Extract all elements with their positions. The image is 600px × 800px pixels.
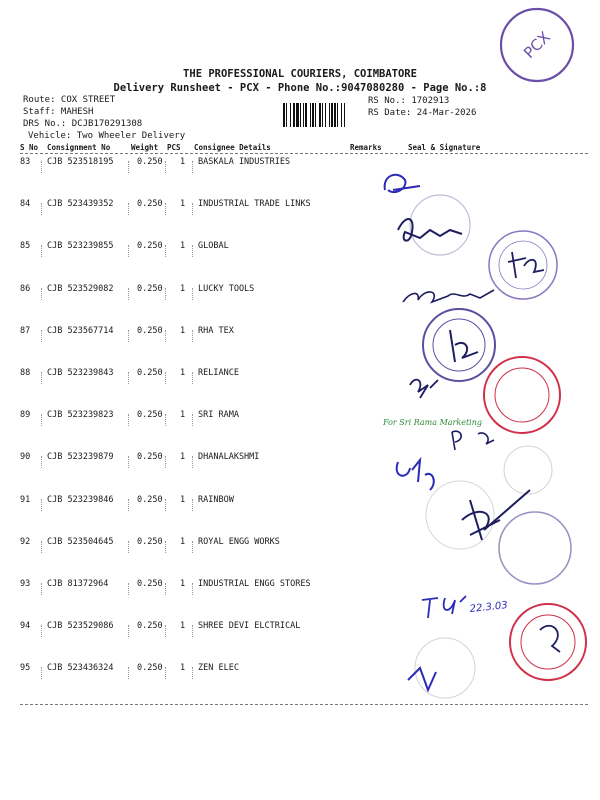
row-sno: 90 (20, 452, 31, 463)
col-sno: S No (20, 143, 39, 152)
signature-84 (398, 219, 462, 241)
column-separator (165, 625, 166, 637)
column-separator (192, 625, 193, 637)
column-separator (192, 414, 193, 426)
column-separator (128, 625, 129, 637)
row-consignee: ROYAL ENGG WORKS (198, 536, 280, 547)
row-consignee: RELIANCE (198, 368, 239, 378)
column-separator (128, 372, 129, 384)
column-separator (192, 456, 193, 468)
row-pcs: 1 (180, 157, 186, 167)
column-separator (192, 372, 193, 384)
barcode-bar (310, 103, 311, 127)
row-consignment-no: CJB 523239855 (47, 241, 114, 252)
table-row (0, 199, 600, 219)
column-separator (165, 161, 166, 173)
col-weight: Weight (131, 143, 159, 152)
row-weight: 0.250 (137, 663, 163, 674)
column-separator (128, 203, 129, 215)
row-consignee: SHREE DEVI ELCTRICAL (198, 621, 301, 632)
row-weight: 0.250 (137, 579, 163, 589)
barcode-bar (312, 103, 314, 127)
column-separator (41, 203, 42, 215)
barcode-bar (286, 103, 287, 127)
row-sno: 95 (20, 663, 31, 674)
column-separator (128, 414, 129, 426)
row-pcs: 1 (180, 325, 186, 336)
drs-label: DRS No.: DCJB170291308 (23, 119, 143, 129)
rs-number: RS No.: 1702913 (368, 96, 450, 106)
table-row (0, 579, 600, 599)
row-consignee: RAINBOW (198, 494, 234, 505)
table-row (0, 284, 600, 304)
row-pcs: 1 (180, 494, 186, 505)
row-consignment-no: CJB 523504645 (47, 536, 114, 547)
row-weight: 0.250 (137, 325, 163, 336)
column-separator (192, 499, 193, 511)
row-sno: 92 (20, 536, 31, 547)
col-consignee: Consignee Details (194, 143, 271, 152)
staff-label: Staff: MAHESH (23, 107, 94, 117)
row-consignee: INDUSTRIAL ENGG STORES (198, 579, 311, 589)
row-consignment-no: CJB 81372964 (47, 579, 109, 589)
column-separator (41, 288, 42, 300)
row-sno: 91 (20, 494, 31, 505)
column-separator (165, 245, 166, 257)
rs-date: RS Date: 24-Mar-2026 (368, 108, 477, 118)
column-separator (41, 583, 42, 595)
table-row (0, 368, 600, 388)
column-separator (165, 583, 166, 595)
row-consignee: INDUSTRIAL TRADE LINKS (198, 199, 311, 210)
row-consignee: RHA TEX (198, 325, 234, 336)
column-separator (165, 330, 166, 342)
column-separator (192, 161, 193, 173)
column-separator (128, 330, 129, 342)
table-row (0, 537, 600, 557)
row-consignment-no: CJB 523239843 (47, 368, 114, 378)
row-pcs: 1 (180, 368, 186, 378)
column-separator (41, 245, 42, 257)
row-consignment-no: CJB 523529086 (47, 621, 114, 632)
column-separator (165, 499, 166, 511)
row-pcs: 1 (180, 621, 186, 632)
row-weight: 0.250 (137, 452, 163, 463)
table-row (0, 410, 600, 430)
column-separator (41, 541, 42, 553)
column-separator (165, 541, 166, 553)
row-consignee: ZEN ELEC (198, 663, 239, 674)
row-consignee: SRI RAMA (198, 410, 239, 421)
header-divider (20, 153, 588, 154)
runsheet-subtitle: Delivery Runsheet - PCX - Phone No.:9047080280 - Page No.:8 (113, 82, 487, 94)
row-sno: 86 (20, 283, 31, 294)
column-separator (192, 667, 193, 679)
column-separator (41, 625, 42, 637)
row-sno: 88 (20, 368, 31, 378)
column-separator (165, 372, 166, 384)
row-pcs: 1 (180, 579, 186, 589)
column-separator (128, 245, 129, 257)
row-sno: 85 (20, 241, 31, 252)
col-consignment: Consignment No (47, 143, 111, 152)
sri-rama-note: For Sri Rama Marketing (383, 418, 482, 427)
company-title: THE PROFESSIONAL COURIERS, COIMBATORE (183, 68, 417, 80)
barcode-bar (315, 103, 316, 127)
row-consignee: DHANALAKSHMI (198, 452, 260, 463)
barcode-bar (325, 103, 326, 127)
row-weight: 0.250 (137, 536, 163, 547)
column-separator (192, 203, 193, 215)
row-weight: 0.250 (137, 283, 163, 294)
barcode-bar (337, 103, 338, 127)
row-consignment-no: CJB 523439352 (47, 199, 114, 210)
column-separator (165, 667, 166, 679)
barcode-bar (303, 103, 304, 127)
signature-93 (422, 596, 466, 618)
row-pcs: 1 (180, 241, 186, 252)
row-sno: 94 (20, 621, 31, 632)
signature-89 (452, 431, 494, 450)
table-row (0, 621, 600, 641)
barcode-bar (322, 103, 323, 127)
column-separator (192, 583, 193, 595)
barcode-bar (329, 103, 330, 127)
row-weight: 0.250 (137, 410, 163, 421)
table-row (0, 157, 600, 177)
column-separator (128, 161, 129, 173)
column-separator (41, 499, 42, 511)
barcode-bar (305, 103, 307, 127)
row-pcs: 1 (180, 536, 186, 547)
row-consignment-no: CJB 523239879 (47, 452, 114, 463)
barcode-bar (290, 103, 291, 127)
row-weight: 0.250 (137, 368, 163, 378)
row-consignment-no: CJB 523529082 (47, 283, 114, 294)
table-row (0, 495, 600, 515)
row-sno: 93 (20, 579, 31, 589)
column-separator (128, 667, 129, 679)
row-weight: 0.250 (137, 494, 163, 505)
row-sno: 83 (20, 157, 31, 167)
barcode (283, 103, 365, 127)
table-row (0, 326, 600, 346)
column-separator (165, 288, 166, 300)
pcx-stamp-text: PCX (520, 28, 554, 62)
column-separator (128, 541, 129, 553)
barcode-bar (283, 103, 285, 127)
row-weight: 0.250 (137, 621, 163, 632)
vehicle-label: Vehicle: Two Wheeler Delivery (28, 131, 186, 141)
column-separator (41, 161, 42, 173)
column-separator (165, 203, 166, 215)
column-separator (165, 414, 166, 426)
barcode-bar (300, 103, 301, 127)
signature-83 (385, 175, 420, 192)
column-separator (192, 330, 193, 342)
col-remarks: Remarks (350, 143, 382, 152)
table-row (0, 241, 600, 261)
column-separator (41, 414, 42, 426)
column-separator (41, 372, 42, 384)
row-sno: 87 (20, 325, 31, 336)
row-sno: 89 (20, 410, 31, 421)
footer-divider (20, 704, 588, 705)
row-weight: 0.250 (137, 241, 163, 252)
column-separator (128, 456, 129, 468)
column-separator (41, 330, 42, 342)
row-pcs: 1 (180, 283, 186, 294)
row-weight: 0.250 (137, 199, 163, 210)
barcode-bar (341, 103, 342, 127)
column-separator (192, 245, 193, 257)
row-consignee: GLOBAL (198, 241, 229, 252)
handwritten-date: 22.3.03 (469, 600, 509, 615)
row-pcs: 1 (180, 663, 186, 674)
row-consignment-no: CJB 523518195 (47, 157, 114, 167)
barcode-bar (296, 103, 299, 127)
row-pcs: 1 (180, 452, 186, 463)
column-separator (165, 456, 166, 468)
barcode-bar (334, 103, 336, 127)
column-separator (192, 541, 193, 553)
row-sno: 84 (20, 199, 31, 210)
column-separator (128, 499, 129, 511)
col-seal-signature: Seal & Signature (408, 143, 481, 152)
row-consignment-no: CJB 523567714 (47, 325, 114, 336)
column-separator (41, 667, 42, 679)
row-pcs: 1 (180, 199, 186, 210)
table-row (0, 663, 600, 683)
row-consignee: LUCKY TOOLS (198, 283, 255, 294)
row-weight: 0.250 (137, 157, 163, 167)
row-consignee: BASKALA INDUSTRIES (198, 157, 291, 167)
barcode-bar (319, 103, 321, 127)
barcode-bar (344, 103, 345, 127)
row-consignment-no: CJB 523436324 (47, 663, 114, 674)
column-separator (128, 583, 129, 595)
column-separator (128, 288, 129, 300)
barcode-bar (293, 103, 295, 127)
column-separator (192, 288, 193, 300)
barcode-bar (331, 103, 333, 127)
col-pcs: PCS (167, 143, 181, 152)
row-consignment-no: CJB 523239846 (47, 494, 114, 505)
table-row (0, 452, 600, 472)
row-pcs: 1 (180, 410, 186, 421)
column-separator (41, 456, 42, 468)
row-consignment-no: CJB 523239823 (47, 410, 114, 421)
route-label: Route: COX STREET (23, 95, 116, 105)
